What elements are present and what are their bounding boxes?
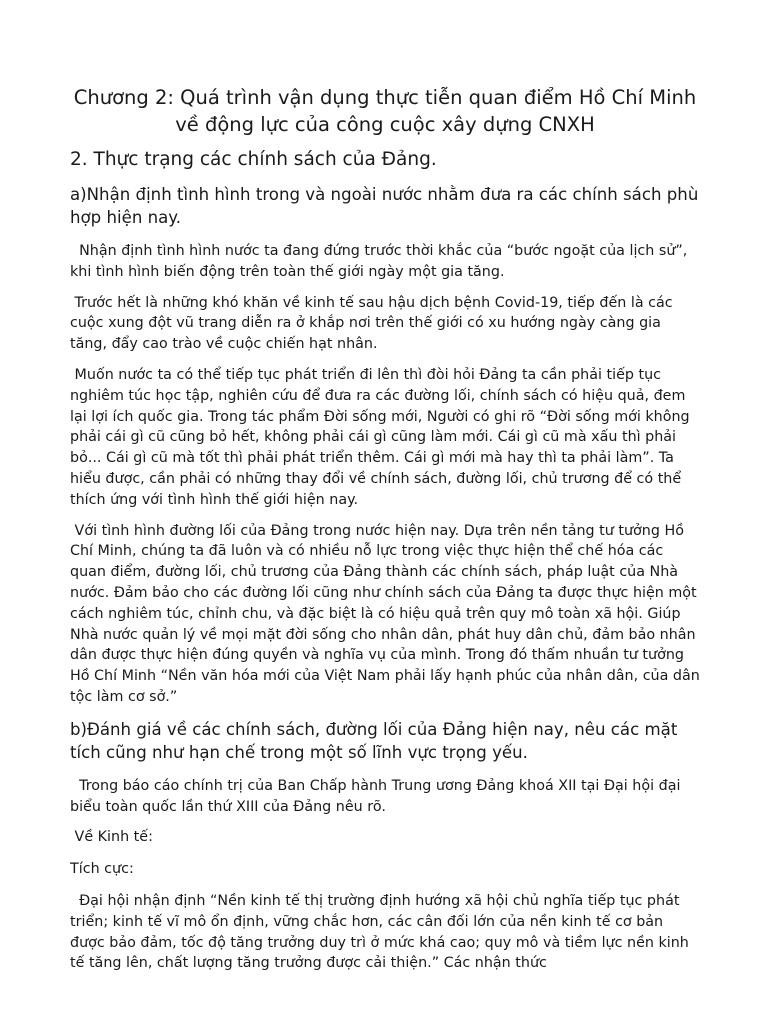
- paragraph: Đại hội nhận định “Nền kinh tế thị trường định hướng xã hội chủ nghĩa tiếp tục phát triển; kinh tế vĩ mô ổn định, vững chắc hơn, các cân đối lớn của nền kinh tế cơ bản được bảo đảm, tốc độ tăng trưởng duy trì ở mức khá cao; quy mô và tiềm lực nền kinh tế tăng lên, chất lượng tăng trưởng được cải thiện.” Các nhận thức: [70, 892, 694, 972]
- paragraph: Nhận định tình hình nước ta đang đứng trước thời khắc của “bước ngoặt của lịch sử”, khi tình hình biến động trên toàn thế giới ngày một gia tăng.: [70, 243, 692, 280]
- positive-label: Tích cực:: [70, 861, 134, 878]
- subsection-b-heading: b)Đánh giá về các chính sách, đường lối của Đảng hiện nay, nêu các mặt tích cũng như hạn chế trong một số lĩnh vực trọng yếu.: [70, 719, 678, 762]
- paragraph: Trong báo cáo chính trị của Ban Chấp hành Trung ương Đảng khoá XII tại Đại hội đại biểu toàn quốc lần thứ XIII của Đảng nêu rõ.: [70, 777, 685, 815]
- paragraph: Với tình hình đường lối của Đảng trong nước hiện nay. Dựa trên nền tảng tư tưởng Hồ Chí Minh, chúng ta đã luôn và có nhiều nỗ lực trong việc thực hiện thể chế hóa các quan điểm, đường lối, chủ trương của Đảng thành các chính sách, pháp luật của Nhà nước. Đảm bảo cho các đường lối cũng như chính sách của Đảng ta được thực hiện một cách nghiêm túc, chỉnh chu, và đặc biệt là có hiệu quả trên quy mô toàn xã hội. Giúp Nhà nước quản lý về mọi mặt đời sống cho nhân dân, phát huy dân chủ, đảm bảo nhân dân được thực hiện đúng quyền và nghĩa vụ của mình. Trong đó thấm nhuần tư tưởng Hồ Chí Minh “Nền văn hóa mới của Việt Nam phải lấy hạnh phúc của nhân dân, của dân tộc làm cơ sở.”: [70, 522, 705, 705]
- section-heading: 2. Thực trạng các chính sách của Đảng.: [70, 149, 437, 170]
- subsection-a-heading: a)Nhận định tình hình trong và ngoài nước nhằm đưa ra các chính sách phù hợp hiện nay.: [70, 185, 699, 227]
- paragraph: Muốn nước ta có thể tiếp tục phát triển đi lên thì đòi hỏi Đảng ta cần phải tiếp tục nghiêm túc học tập, nghiên cứu để đưa ra các đường lối, chính sách có hiệu quả, đem lại lợi ích quốc gia. Trong tác phẩm Đời sống mới, Người có ghi rõ “Đời sống mới không phải cái gì cũ cũng bỏ hết, không phải cái gì cũng làm mới. Cái gì cũ mà xấu thì phải bỏ... Cái gì cũ mà tốt thì phải phát triển thêm. Cái gì mới mà hay thì ta phải làm”. Ta hiểu được, cần phải có những thay đổi về chính sách, đường lối, chủ trương để có thể thích ứng với tình hình thế giới hiện nay.: [70, 366, 695, 508]
- paragraph: Trước hết là những khó khăn về kinh tế sau hậu dịch bệnh Covid-19, tiếp đến là các cuộc xung đột vũ trang diễn ra ở khắp nơi trên thế giới có xu hướng ngày càng gia tăng, đẩy cao trào về cuộc chiến hạt nhân.: [70, 294, 678, 353]
- document-page: [70, 84, 705, 984]
- chapter-title: Chương 2: Quá trình vận dụng thực tiễn quan điểm Hồ Chí Minh về động lực của công cuộc xây dựng CNXH: [73, 86, 697, 136]
- economy-label: Về Kinh tế:: [70, 829, 153, 846]
